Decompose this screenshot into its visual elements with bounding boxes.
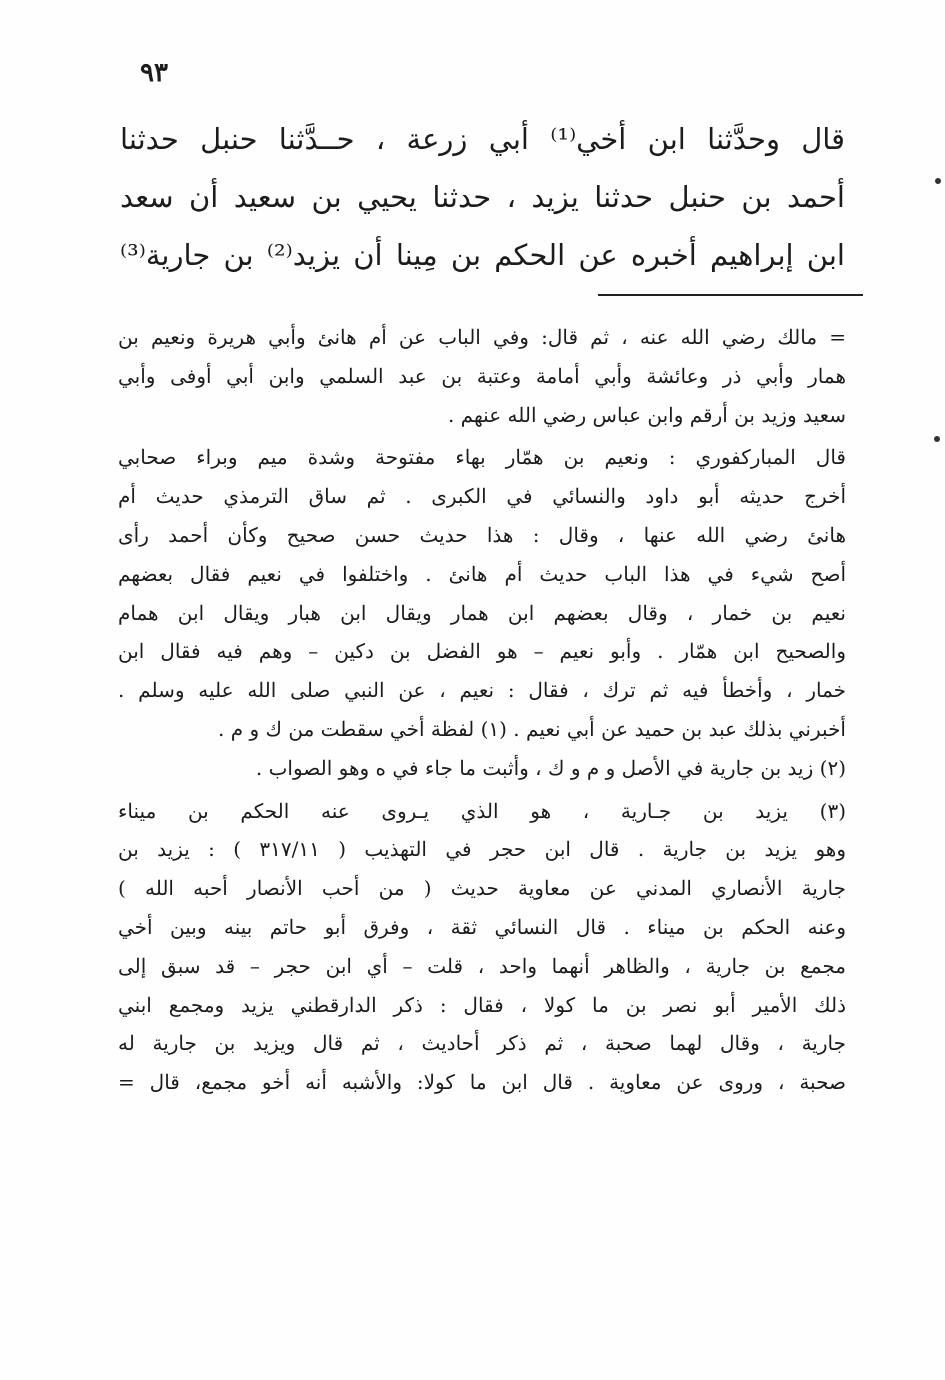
footnote-line: والصحيح ابن همّار . وأبو نعيم – هو الفضل بن دكين – وهم فيه فقال ابن [118, 639, 846, 664]
main-text [120, 110, 845, 284]
footnote-line: أخرج حديثه أبو داود والنسائي في الكبرى . ثم ساق الترمذي حديث أم [118, 484, 846, 509]
footnote-paragraph [118, 318, 846, 434]
footnote-line: جارية الأنصاري المدني عن معاوية حديث ( من أحب الأنصار أحبه الله ) [118, 876, 846, 901]
footnote-line: مجمع بن جارية ، والظاهر أنهما واحد ، قلت – أي ابن حجر – قد سبق إلى [118, 953, 846, 978]
footnote-line: وعنه الحكم بن ميناء . قال النسائي ثقة ، وفرق أبو حاتم بينه وبين أخي [118, 914, 846, 939]
footnote-line: وهو يزيد بن جارية . قال ابن حجر في التهذيب ( ٣١٧/١١ ) : يزيد بن [118, 837, 846, 862]
footnote-line: ذلك الأمير أبو نصر بن ما كولا ، فقال : ذكر الدارقطني يزيد ومجمع ابني [118, 992, 846, 1017]
footnotes [118, 318, 846, 1102]
footnote-separator [598, 294, 863, 296]
main-text-line: ابن إبراهيم أخبره عن الحكم بن مِينا أن يزيد⁽²⁾ بن جارية⁽³⁾ [120, 238, 845, 272]
footnote-line: همار وأبي ذر وعائشة وأبي أمامة وعتبة بن عبد السلمي وابن أبي أوفى وأبي [118, 363, 846, 388]
page-number: ٩٣ [140, 58, 168, 88]
footnote-paragraph [118, 792, 846, 1102]
footnote-line: (٢) زيد بن جارية في الأصل و م و ك ، وأثبت ما جاء في ه وهو الصواب . [255, 755, 846, 780]
main-text-line: قال وحدَّثنا ابن أخي⁽¹⁾ أبي زرعة ، حــدَّثنا حنبل حدثنا [120, 122, 846, 156]
footnote-line: سعيد وزيد بن أرقم وابن عباس رضي الله عنهم . [447, 402, 846, 427]
footnote-line: نعيم بن خمار ، وقال بعضهم ابن همار ويقال ابن هبار ويقال ابن همام [118, 600, 846, 625]
footnote-line: (٣) يزيد بن جـارية ، هو الذي يـروى عنه الحكم بن ميناء [118, 798, 846, 823]
footnote-line: خمار ، وأخطأ فيه ثم ترك ، فقال : نعيم ، عن النبي صلى الله عليه وسلم . [118, 678, 846, 703]
footnote-line: هانئ رضي الله عنها ، وقال : هذا حديث حسن صحيح وكأن أحمد رأى [118, 522, 846, 547]
footnote-line: أخبرني بذلك عبد بن حميد عن أبي نعيم . (١) لفظة أخي سقطت من ك و م . [218, 716, 846, 741]
footnote-line: = مالك رضي الله عنه ، ثم قال: وفي الباب عن أم هانئ وأبي هريرة ونعيم بن [118, 325, 846, 349]
footnote-line: جارية ، وقال لهما صحبة ، ثم ذكر أحاديث ، ثم قال ويزيد بن جارية له [118, 1031, 846, 1056]
footnote-paragraph [118, 749, 846, 788]
footnote-line: صحبة ، وروى عن معاوية . قال ابن ما كولا: والأشبه أنه أخو مجمع، قال = [118, 1070, 846, 1095]
footnote-paragraph [118, 438, 846, 748]
margin-mark [935, 178, 941, 184]
main-text-line: أحمد بن حنبل حدثنا يزيد ، حدثنا يحيي بن سعيد أن سعد [120, 180, 845, 214]
footnote-line: أصح شيء في هذا الباب حديث أم هانئ . واختلفوا في نعيم فقال بعضهم [118, 561, 846, 586]
margin-mark [934, 436, 940, 442]
footnote-line: قال المباركفوري : ونعيم بن همّار بهاء مفتوحة وشدة ميم وبراء صحابي [118, 445, 846, 470]
